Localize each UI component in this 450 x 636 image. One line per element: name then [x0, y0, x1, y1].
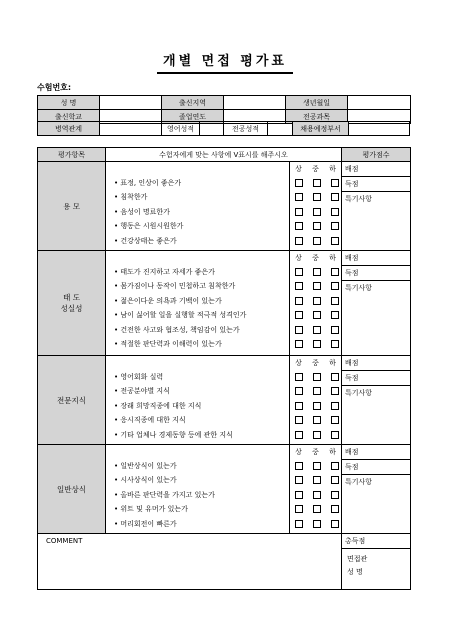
rating-checkbox[interactable] [313, 222, 321, 230]
military-value[interactable] [100, 122, 162, 136]
rating-level-label: 중 [312, 254, 319, 262]
criteria-item: • 젊은이다운 의욕과 기백이 있는가 [106, 294, 289, 308]
rating-checkbox[interactable] [331, 326, 339, 334]
checkbox-row [290, 234, 341, 248]
rating-checkbox[interactable] [331, 340, 339, 348]
rating-checkbox[interactable] [331, 476, 339, 484]
header-criteria: 평가항목 [38, 148, 106, 162]
rating-checkbox[interactable] [331, 416, 339, 424]
comment-box[interactable] [38, 534, 342, 590]
criteria-item: • 일반상식이 있는가 [106, 459, 289, 473]
exam-number-label: 수험번호: [37, 83, 72, 92]
rating-checkbox[interactable] [313, 311, 321, 319]
rating-checkbox[interactable] [295, 297, 303, 305]
checkbox-row [290, 219, 341, 233]
criteria-item: • 표정, 인상이 좋은가 [106, 176, 289, 190]
criteria-item: • 기타 업체나 경제동향 등에 관한 지식 [106, 428, 289, 442]
score-label: 배점 [342, 445, 410, 460]
english-score-label: 영어성적 [162, 122, 200, 136]
category-name: 용 모 [38, 162, 106, 251]
rating-checkbox[interactable] [313, 282, 321, 290]
rating-level-label: 하 [329, 448, 336, 456]
score-label: 득점 [342, 177, 410, 192]
checkbox-row [290, 337, 341, 351]
rating-level-label: 중 [312, 359, 319, 367]
rating-checkbox[interactable] [295, 282, 303, 290]
checkbox-row [290, 265, 341, 279]
rating-checkbox[interactable] [313, 237, 321, 245]
page-title: 개별 면접 평가표 [157, 50, 293, 74]
name-value[interactable] [100, 96, 162, 110]
score-cell[interactable] [342, 251, 411, 356]
criteria-item: • 침착한가 [106, 190, 289, 204]
checkbox-row [290, 473, 341, 487]
checkbox-row [290, 517, 341, 531]
criteria-item: • 위트 및 유머가 있는가 [106, 502, 289, 516]
criteria-item: • 영어회화 실력 [106, 370, 289, 384]
criteria-list [106, 445, 290, 534]
score-label: 득점 [342, 460, 410, 475]
rating-levels [290, 356, 341, 370]
rating-checkbox[interactable] [295, 373, 303, 381]
applicant-info-table-row3 [37, 121, 410, 136]
rating-checkbox[interactable] [331, 297, 339, 305]
category-row [38, 162, 411, 251]
checkbox-row [290, 205, 341, 219]
rating-checkboxes [290, 356, 342, 445]
rating-checkbox[interactable] [331, 402, 339, 410]
applicant-info-table [37, 95, 411, 124]
checkbox-row [290, 176, 341, 190]
checkbox-row [290, 190, 341, 204]
checkbox-row [290, 428, 341, 442]
rating-checkbox[interactable] [331, 193, 339, 201]
checkbox-row [290, 279, 341, 293]
criteria-item: • 남이 싫어할 일을 실행할 적극적 성격인가 [106, 308, 289, 322]
rating-checkbox[interactable] [313, 193, 321, 201]
rating-checkbox[interactable] [313, 326, 321, 334]
rating-checkbox[interactable] [331, 520, 339, 528]
criteria-item: • 시사상식이 있는가 [106, 473, 289, 487]
major-score-label: 전공성적 [224, 122, 268, 136]
rating-checkbox[interactable] [331, 237, 339, 245]
dept-value[interactable] [349, 122, 410, 136]
title-wrap [0, 50, 450, 74]
rating-checkbox[interactable] [295, 193, 303, 201]
score-label: 특기사항 [345, 195, 373, 203]
rating-checkbox[interactable] [331, 387, 339, 395]
criteria-list [106, 251, 290, 356]
rating-level-label: 중 [312, 165, 319, 173]
criteria-item: • 건전한 사고와 협조성, 책임감이 있는가 [106, 323, 289, 337]
rating-checkbox[interactable] [295, 179, 303, 187]
score-cell[interactable] [342, 356, 411, 445]
header-score: 평가점수 [342, 148, 411, 162]
rating-level-label: 중 [312, 448, 319, 456]
rating-level-label: 상 [295, 165, 302, 173]
origin-region-label: 출신지역 [162, 96, 224, 110]
rating-checkbox[interactable] [295, 387, 303, 395]
criteria-item: • 전공분야별 지식 [106, 384, 289, 398]
interviewer-label: 면접관 성 명 [347, 555, 368, 576]
english-score-value[interactable] [200, 122, 224, 136]
graduation-year-label: 졸업연도 [162, 110, 224, 124]
criteria-item: • 응시직종에 대한 지식 [106, 413, 289, 427]
evaluation-table [37, 147, 411, 590]
rating-checkbox[interactable] [313, 297, 321, 305]
checkbox-row [290, 459, 341, 473]
rating-checkbox[interactable] [313, 179, 321, 187]
rating-checkbox[interactable] [313, 402, 321, 410]
score-label: 배점 [342, 162, 410, 177]
criteria-item: • 장래 희망직종에 대한 지식 [106, 399, 289, 413]
rating-level-label: 상 [295, 359, 302, 367]
score-label: 특기사항 [345, 284, 373, 292]
rating-checkboxes [290, 162, 342, 251]
rating-checkbox[interactable] [313, 491, 321, 499]
rating-checkbox[interactable] [295, 237, 303, 245]
rating-checkbox[interactable] [295, 326, 303, 334]
score-cell[interactable] [342, 162, 411, 251]
total-score-label: 총득점 [342, 534, 411, 549]
rating-checkbox[interactable] [331, 505, 339, 513]
rating-levels [290, 251, 341, 265]
rating-checkbox[interactable] [331, 431, 339, 439]
rating-checkbox[interactable] [295, 431, 303, 439]
rating-checkbox[interactable] [295, 208, 303, 216]
category-name: 태 도 성실성 [38, 251, 106, 356]
school-label: 출신학교 [38, 110, 100, 124]
score-label: 배점 [342, 251, 410, 266]
rating-checkbox[interactable] [295, 402, 303, 410]
rating-checkboxes [290, 445, 342, 534]
checkbox-row [290, 502, 341, 516]
rating-checkbox[interactable] [331, 373, 339, 381]
origin-region-value[interactable] [224, 96, 286, 110]
criteria-item: • 올바른 판단력을 가지고 있는가 [106, 488, 289, 502]
major-score-value[interactable] [268, 122, 293, 136]
rating-checkbox[interactable] [331, 179, 339, 187]
checkbox-row [290, 488, 341, 502]
criteria-item: • 건강상태는 좋은가 [106, 234, 289, 248]
rating-level-label: 하 [329, 359, 336, 367]
criteria-item: • 태도가 진지하고 자세가 좋은가 [106, 265, 289, 279]
rating-checkbox[interactable] [331, 491, 339, 499]
rating-checkbox[interactable] [313, 373, 321, 381]
criteria-item: • 몸가짐이나 동작이 민첩하고 침착한가 [106, 279, 289, 293]
checkbox-row [290, 294, 341, 308]
rating-checkbox[interactable] [313, 462, 321, 470]
score-cell[interactable] [342, 445, 411, 534]
criteria-item: • 적절한 판단력과 이해력이 있는가 [106, 337, 289, 351]
rating-checkbox[interactable] [295, 476, 303, 484]
rating-checkbox[interactable] [331, 282, 339, 290]
category-name: 전문지식 [38, 356, 106, 445]
checkbox-row [290, 370, 341, 384]
rating-checkbox[interactable] [295, 268, 303, 276]
rating-checkbox[interactable] [295, 505, 303, 513]
rating-checkbox[interactable] [331, 268, 339, 276]
comment-label: COMMENT [46, 537, 83, 545]
rating-checkbox[interactable] [313, 416, 321, 424]
criteria-list [106, 162, 290, 251]
rating-checkbox[interactable] [313, 268, 321, 276]
rating-checkbox[interactable] [295, 491, 303, 499]
rating-level-label: 상 [295, 448, 302, 456]
birthdate-value[interactable] [348, 96, 411, 110]
interviewer-cell[interactable] [342, 549, 411, 590]
rating-checkbox[interactable] [295, 416, 303, 424]
rating-checkbox[interactable] [295, 222, 303, 230]
category-row [38, 445, 411, 534]
rating-levels [290, 162, 341, 176]
score-label: 득점 [342, 266, 410, 281]
major-label: 전공과목 [286, 110, 348, 124]
rating-checkbox[interactable] [313, 431, 321, 439]
rating-checkbox[interactable] [295, 340, 303, 348]
rating-checkbox[interactable] [313, 505, 321, 513]
criteria-item: • 음성이 명료한가 [106, 205, 289, 219]
rating-level-label: 하 [329, 165, 336, 173]
score-label: 배점 [342, 356, 410, 371]
checkbox-row [290, 399, 341, 413]
rating-checkboxes [290, 251, 342, 356]
rating-checkbox[interactable] [313, 387, 321, 395]
rating-checkbox[interactable] [313, 208, 321, 216]
rating-checkbox[interactable] [313, 476, 321, 484]
rating-level-label: 상 [295, 254, 302, 262]
score-label: 특기사항 [345, 478, 373, 486]
rating-checkbox[interactable] [295, 462, 303, 470]
rating-levels [290, 445, 341, 459]
criteria-list [106, 356, 290, 445]
rating-checkbox[interactable] [295, 520, 303, 528]
rating-checkbox[interactable] [295, 311, 303, 319]
dept-label: 채용예정부서 [293, 122, 349, 136]
criteria-item: • 머리회전이 빠른가 [106, 517, 289, 531]
criteria-item: • 행동은 시원시원한가 [106, 219, 289, 233]
checkbox-row [290, 384, 341, 398]
header-instruction: 수험자에게 맞는 사항에 V표시를 해주시오 [106, 148, 342, 162]
rating-checkbox[interactable] [313, 520, 321, 528]
category-row [38, 251, 411, 356]
birthdate-label: 생년월일 [286, 96, 348, 110]
rating-checkbox[interactable] [331, 208, 339, 216]
rating-level-label: 하 [329, 254, 336, 262]
checkbox-row [290, 413, 341, 427]
score-label: 득점 [342, 371, 410, 386]
rating-checkbox[interactable] [331, 462, 339, 470]
checkbox-row [290, 323, 341, 337]
military-label: 병역관계 [38, 122, 100, 136]
score-label: 특기사항 [345, 389, 373, 397]
category-name: 일반상식 [38, 445, 106, 534]
rating-checkbox[interactable] [331, 222, 339, 230]
rating-checkbox[interactable] [331, 311, 339, 319]
category-row [38, 356, 411, 445]
rating-checkbox[interactable] [313, 340, 321, 348]
checkbox-row [290, 308, 341, 322]
name-label: 성 명 [38, 96, 100, 110]
